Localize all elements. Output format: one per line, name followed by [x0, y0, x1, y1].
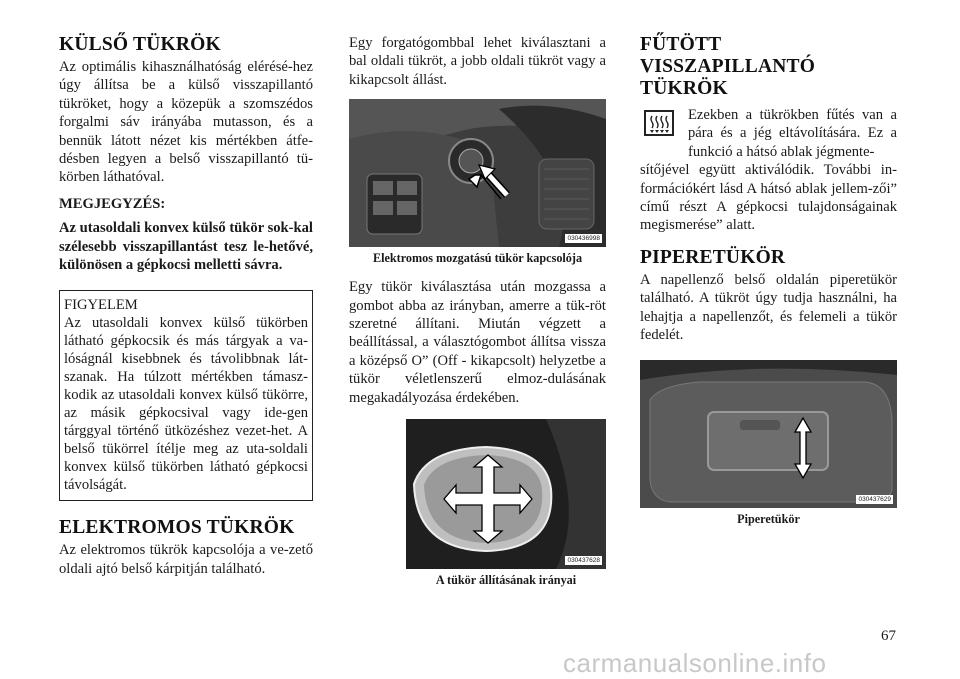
vanity-mirror-illustration — [640, 360, 897, 508]
warning-text: Az utasoldali konvex külső tükörben látható gépkocsik és más tárgyak a va-lóságnál kisebbnek és távolibbnak lát-szanak. Ha túlzott mértékben támasz-kodik az utasoldali konvex külső tükörre, az másik gépkocsival vagy ide-gen tárggyal történő ütközéshez vezet-het. A belső tükörrel ítélje meg az uta-soldali konvex külső tükörben látható gépkocsi távolságát. — [64, 315, 308, 494]
figure-caption: A tükör állításának irányai — [435, 573, 577, 588]
note-text: Az utasoldali konvex külső tükör sok-kal szélesebb visszapillantást tesz le-hetővé, különösen a gépkocsi melletti sávra. — [59, 220, 313, 274]
figure-code: 030436998 — [567, 235, 600, 243]
section-heading-piper: PIPERETÜKÖR — [640, 246, 786, 268]
paragraph-fotott-b: sítőjével együtt aktiválódik. További in-formációkért lásd A hátsó ablak jellem-zői” című részt A gépkocsi tulajdonságainak megismerése” alatt. — [640, 162, 897, 234]
figure-vanity-mirror — [640, 360, 897, 508]
page-number: 67 — [881, 628, 896, 644]
note-label: MEGJEGYZÉS: — [59, 195, 166, 212]
paragraph-adjust: Egy tükör kiválasztása után mozgassa a gombot abba az irányban, amerre a tük-röt szeretné állítani. Miután végzett a beállítással, a választógombot állítsa vissza a középső O” (Off - kikapcsolt) helyzetbe a tükör véletlenszerű elmoz-dulásának megakadályozása érdekében. — [349, 279, 606, 406]
figure-mirror-directions — [406, 419, 606, 569]
section-heading-fotott: FŰTÖTT VISSZAPILLANTÓ TÜKRÖK — [640, 34, 816, 99]
paragraph-fotott-a: Ezekben a tükrökben fűtés van a pára és a jég eltávolítására. Ez a funkció a hátsó ablak jégmente- — [688, 107, 897, 160]
section-heading-elektromos: ELEKTROMOS TÜKRÖK — [59, 517, 295, 539]
figure-code: 030437629 — [858, 496, 891, 504]
figure-caption: Elektromos mozgatású tükör kapcsolója — [372, 251, 583, 266]
watermark: carmanualsonline.info — [563, 648, 827, 678]
section-heading-kulso: KÜLSŐ TÜKRÖK — [59, 34, 221, 55]
figure-caption: Piperetükör — [737, 512, 800, 527]
figure-mirror-switch — [349, 99, 606, 247]
rear-defrost-icon — [644, 110, 674, 136]
paragraph-intro: Egy forgatógombbal lehet kiválasztani a bal oldali tükröt, a jobb oldali tükröt vagy a kikapcsolt állást. — [349, 35, 606, 88]
left-column — [59, 34, 313, 578]
paragraph-elektromos: Az elektromos tükrök kapcsolója a ve-zető oldali ajtó belső kárpitján található. — [59, 542, 313, 577]
right-column — [640, 34, 897, 527]
figure-code: 030437628 — [567, 557, 600, 565]
mirror-illustration — [406, 419, 606, 569]
warning-box — [59, 290, 313, 501]
paragraph-kulso: Az optimális kihasználhatóság elérésé-hez úgy állítsa be a külső visszapillantó tükröket, hogy a közepük a szomszédos forgalmi sáv irányába mutasson, és a bennük látott nézet kis mértékben átfe-désben legyen a belső visszapillantó tü-körben láthatóval. — [59, 59, 313, 186]
paragraph-piper: A napellenző belső oldalán piperetükör található. A tükröt úgy tudja használni, ha lehajtja a napellenzőt, és felemeli a tükör fedelét. — [640, 271, 897, 344]
middle-column — [349, 34, 606, 588]
heated-mirror-row — [640, 106, 897, 161]
door-panel-illustration — [349, 99, 606, 247]
warning-title: FIGYELEM — [64, 297, 138, 314]
